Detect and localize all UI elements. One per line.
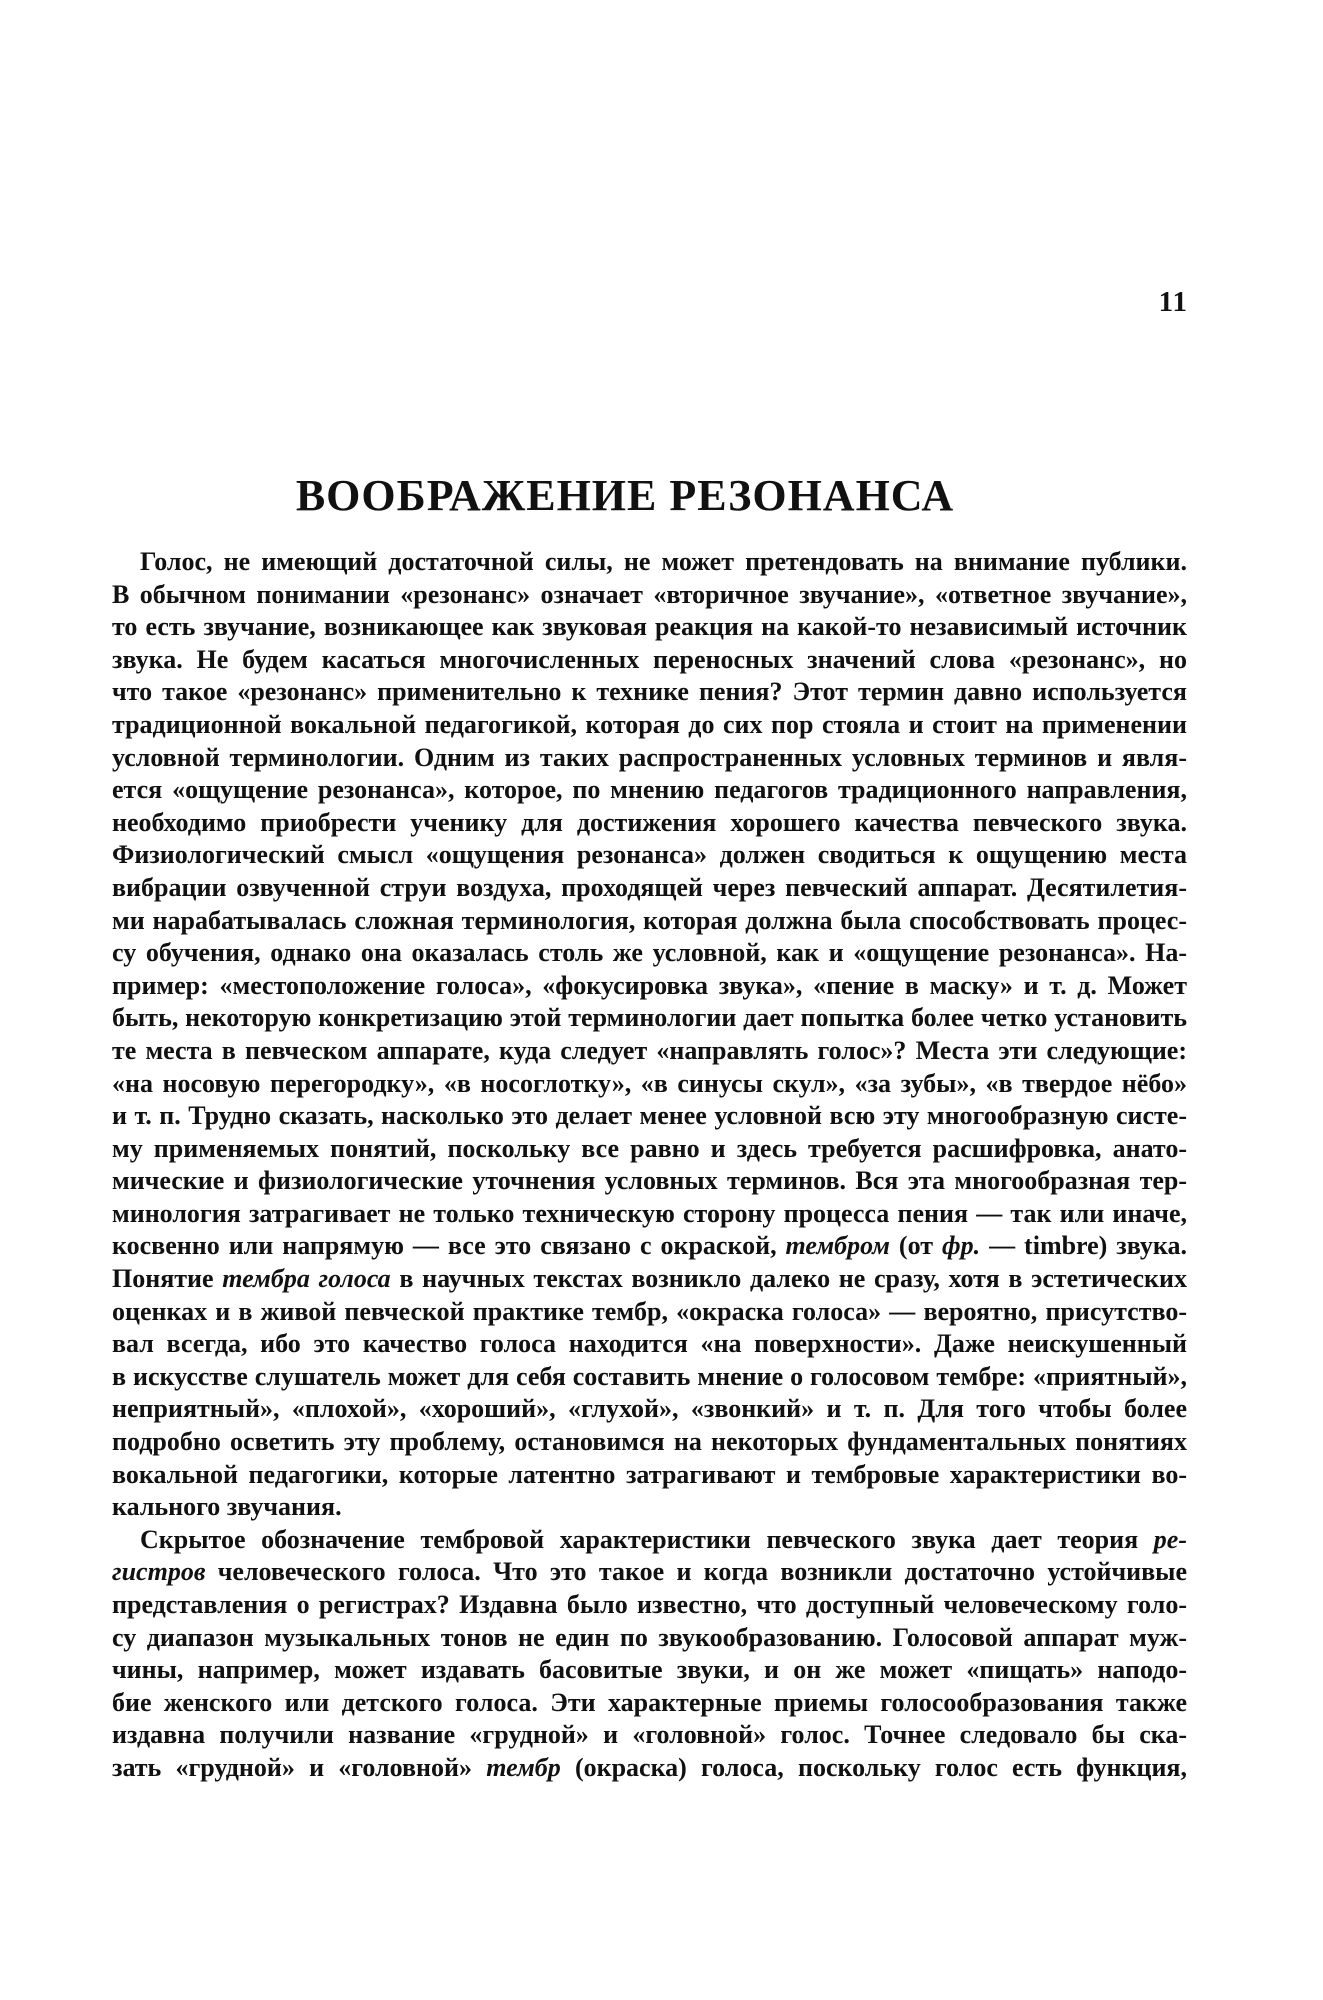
text-line: то есть звучание, возникающее как звуковая реакция на какой-то независимый источник [112,612,1187,642]
chapter-title: ВООБРАЖЕНИЕ РЕЗОНАНСА [295,471,955,520]
text-line: необходимо приобрести ученику для достижения хорошего качества певческого звука. [112,807,1187,837]
text-line: ми нарабатывалась сложная терминология, которая должна была способствовать процес- [112,905,1187,935]
text-line: условной терминологии. Одним из таких распространенных условных терминов и явля- [112,742,1187,772]
text-line: Физиологический смысл «ощущения резонанса» должен сводиться к ощущению места [112,840,1187,870]
text-line: что такое «резонанс» применительно к технике пения? Этот термин давно используется [112,677,1187,707]
text-line: в искусстве слушатель может для себя составить мнение о голосовом тембре: «приятный», [112,1361,1187,1391]
text-line: издавна получили название «грудной» и «головной» голос. Точнее следовало бы ска- [112,1720,1187,1750]
text-line: те места в певческом аппарате, куда следует «направлять голос»? Места эти следующие: [112,1035,1187,1065]
text-line: вибрации озвученной струи воздуха, проходящей через певческий аппарат. Десятилетия- [112,872,1187,902]
text-line: представления о регистрах? Издавна было известно, что доступный человеческому голо- [112,1590,1187,1619]
text-line: су диапазон музыкальных тонов не един по звукообразованию. Голосовой аппарат муж- [112,1622,1187,1652]
italic-term: тембром [785,1231,890,1261]
text-line: вокальной педагогики, которые латентно затрагивают и тембровые характеристики во- [112,1459,1187,1489]
text-line: Скрытое обозначение тембровой характеристики певческого звука дает теория ре- [140,1524,1187,1554]
body-text [112,546,1187,1785]
text-line: минология затрагивает не только техническую сторону процесса пения — так или иначе, [112,1198,1187,1228]
text-line: ется «ощущение резонанса», которое, по мнению педагогов традиционного направления, [112,775,1187,805]
text-line: оценках и в живой певческой практике тембр, «окраска голоса» — вероятно, присутство- [112,1296,1187,1326]
page-number: 11 [1158,286,1188,318]
text-line: пример: «местоположение голоса», «фокусировка звука», «пение в маску» и т. д. Может [112,970,1187,1000]
text-line: мические и физиологические уточнения условных терминов. Вся эта многообразная тер- [112,1166,1187,1196]
text-line: зать «грудной» и «головной» тембр (окраска) голоса, поскольку голос есть функция, [112,1752,1187,1782]
italic-term: тембра голоса [222,1264,391,1294]
text-line: Понятие тембра голоса в научных текстах возникло далеко не сразу, хотя в эстетических [112,1264,1187,1294]
text-line: чины, например, может издавать басовитые звуки, и он же может «пищать» наподо- [112,1655,1187,1685]
text-line: кального звучания. [112,1492,342,1522]
text-line: В обычном понимании «резонанс» означает «вторичное звучание», «ответное звучание», [112,579,1187,609]
text-line: неприятный», «плохой», «хороший», «глухой», «звонкий» и т. п. Для того чтобы более [112,1394,1187,1424]
text-line: вал всегда, ибо это качество голоса находится «на поверхности». Даже неискушенный [112,1329,1187,1359]
italic-term: фр. [941,1231,981,1261]
text-line: Голос, не имеющий достаточной силы, не может претендовать на внимание публики. [140,547,1187,576]
italic-term: ре- [1153,1524,1187,1554]
italic-term: тембр [486,1752,561,1782]
text-line: му применяемых понятий, поскольку все равно и здесь требуется расшифровка, анато- [112,1133,1187,1163]
text-line: бие женского или детского голоса. Эти характерные приемы голосообразования также [112,1687,1187,1717]
text-line: традиционной вокальной педагогикой, которая до сих пор стояла и стоит на применении [112,709,1187,739]
text-line: гистров человеческого голоса. Что это такое и когда возникли достаточно устойчивые [112,1557,1187,1587]
text-line: звука. Не будем касаться многочисленных переносных значений слова «резонанс», но [112,644,1187,674]
text-line: и т. п. Трудно сказать, насколько это делает менее условной всю эту многообразную систе- [112,1101,1187,1131]
text-line: быть, некоторую конкретизацию этой терминологии дает попытка более четко установить [112,1003,1187,1033]
italic-term: гистров [112,1557,206,1587]
text-line: су обучения, однако она оказалась столь же условной, как и «ощущение резонанса». На- [112,938,1187,968]
text-line: косвенно или напрямую — все это связано с окраской, тембром (от фр. — timbre) звука. [112,1231,1187,1261]
text-line: подробно осветить эту проблему, остановимся на некоторых фундаментальных понятиях [112,1427,1187,1457]
text-line: «на носовую перегородку», «в носоглотку», «в синусы скул», «за зубы», «в твердое нёбо» [112,1068,1187,1098]
